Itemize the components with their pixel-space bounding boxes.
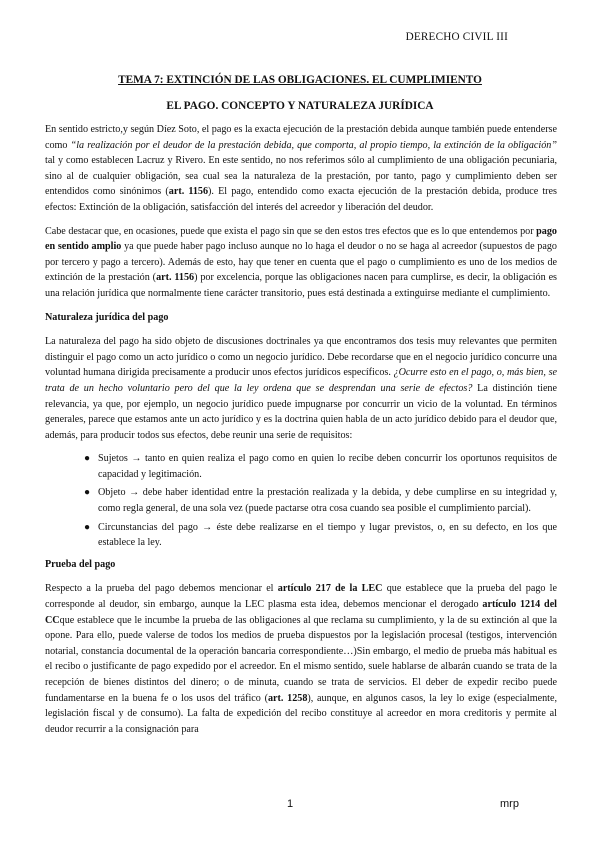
author-initials: mrp <box>500 798 519 810</box>
text-run: La distinción tiene relevancia, ya que, por ejemplo, un negocio jurídico puede impugnarse por concurrir un vicio de la voluntad. En términos generales, parece que estamos ante un acto jurídico y es la doctrina quien habla de un acto jurídico debido para el deudor que, además, para producir todos sus efectos, debe reunir una serie de requisitos: <box>45 382 557 441</box>
paragraph-prueba <box>45 581 557 737</box>
course-header: DERECHO CIVIL III <box>405 31 508 43</box>
list-item-text: Objeto → debe haber identidad entre la prestación realizada y la debida, y debe cumplirse en su integridad y, como regla general, de una sola vez (puede pactarse otra cosa cuando sea posible el cumplimiento parcial). <box>98 487 557 515</box>
list-item <box>84 520 557 551</box>
article-ref: art. 1156 <box>156 272 195 284</box>
paragraph-naturaleza <box>45 334 557 443</box>
text-run: que establece que le incumbe la prueba de las obligaciones al que reclama su cumplimiento, y la de su extinción al que la opone. Para ello, puede valerse de todos los medios de prueba dispuestos por la legislación procesal (testigos, intervención notarial, constancia documental de la operación bancaria correspondiente…)Sin embargo, el medio de prueba más habitual es el recibo o justificante de pago expedido por el acreedor. En el mismo sentido, suele hablarse de albarán cuando se trata de la recepción de bienes distintos del dinero; o de minuta, cuando se trata de servicios. El deber de expedir recibo puede fundamentarse en la buena fe o los usos del tráfico ( <box>45 614 557 704</box>
document-body <box>45 122 557 745</box>
quote-italic: “la realización por el deudor de la prestación debida, que comporta, al propio tiempo, la extinción de la obligación” <box>70 139 557 151</box>
text-run: ), aunque, en algunos casos, la ley lo exige (especialmente, legislación fiscal y de consumo). La falta de expedición del recibo constituye al acreedor en mora creditoris y permite al deudor recurrir a la consignación para <box>45 692 557 735</box>
text-run: La naturaleza del pago ha sido objeto de discusiones doctrinales ya que encontramos dos tesis muy relevantes que permiten distinguir el pago como un acto jurídico o como un negocio jurídico. Debe recordarse que en el negocio jurídico concurre una voluntad humana dirigida precisamente a producir unos efectos jurídicos específicos. <box>45 336 557 379</box>
list-item-text: Sujetos → tanto en quien realiza el pago como en quien lo recibe deben concurrir los oportunos requisitos de capacidad y legitimación. <box>98 453 557 480</box>
list-item-text: Circunstancias del pago → éste debe realizarse en el tiempo y lugar previstos, o, en su defecto, en los que establece la ley. <box>98 521 557 549</box>
text-run: ) por excelencia, porque las obligaciones nacen para cumplirse, es decir, la obligación es una relación jurídica que normalmente tiene carácter transitorio, pues está destinada a extinguirse mediante el cumplimiento. <box>45 272 557 299</box>
article-ref: art. 1258 <box>267 692 308 704</box>
heading-prueba: Prueba del pago <box>45 558 116 570</box>
bullet-icon: ● <box>84 487 91 499</box>
article-ref: art. 1156 <box>168 186 209 198</box>
requirements-list <box>45 451 557 551</box>
heading-naturaleza: Naturaleza jurídica del pago <box>45 311 169 323</box>
bullet-icon: ● <box>84 521 91 533</box>
text-run: ya que puede haber pago incluso aunque no lo haga el deudor o no se haga al acreedor (supuestos de pago por tercero y pago a tercero). Además de esto, hay que tener en cuenta que el pago o cumplimiento es uno de los medios de extinción de la prestación ( <box>45 241 557 284</box>
bold-term: pago en sentido amplio <box>45 225 557 253</box>
text-run: En sentido estricto,y según Díez Soto, el pago es la exacta ejecución de la prestación debida aunque también puede entenderse como <box>45 124 557 151</box>
list-item <box>84 485 557 516</box>
chapter-title: TEMA 7: EXTINCIÓN DE LAS OBLIGACIONES. EL CUMPLIMIENTO <box>118 74 482 86</box>
paragraph-pago-amplio <box>45 224 557 302</box>
question-italic: ¿Ocurre esto en el pago, o, más bien, se trata de un hecho voluntario pero del que la ley ordena que se desprendan una serie de efectos? <box>45 367 557 394</box>
paragraph-definition <box>45 122 557 216</box>
text-run: que establece que la prueba del pago le corresponde al deudor, sin embargo, aunque la LEC plasma esta idea, debemos mencionar el derogado <box>45 583 557 611</box>
text-run: tal y como establecen Lacruz y Rivero. En este sentido, no nos referimos sólo al cumplimiento de una obligación pecuniaria, sino al de cualquier obligación, sea cual sea la naturaleza de la prestación, por tanto, pago y cumplimiento deben ser entendidos como sinónimos ( <box>45 155 557 198</box>
text-run: Respecto a la prueba del pago debemos mencionar el <box>45 583 278 595</box>
article-ref: artículo 1214 del CC <box>45 599 557 626</box>
article-ref: artículo 217 de la LEC <box>277 583 383 595</box>
text-run: ). El pago, entendido como exacta ejecución de la prestación debida, produce tres efectos: Extinción de la obligación, satisfacción del interés del acreedor y liberación del deudor. <box>45 186 557 213</box>
text-run: Cabe destacar que, en ocasiones, puede que exista el pago sin que se den estos tres efectos que es lo que entendemos por <box>45 225 537 237</box>
list-item <box>84 451 557 482</box>
section-title: EL PAGO. CONCEPTO Y NATURALEZA JURÍDICA <box>166 100 434 112</box>
page-number: 1 <box>287 798 294 810</box>
bullet-icon: ● <box>84 453 91 465</box>
